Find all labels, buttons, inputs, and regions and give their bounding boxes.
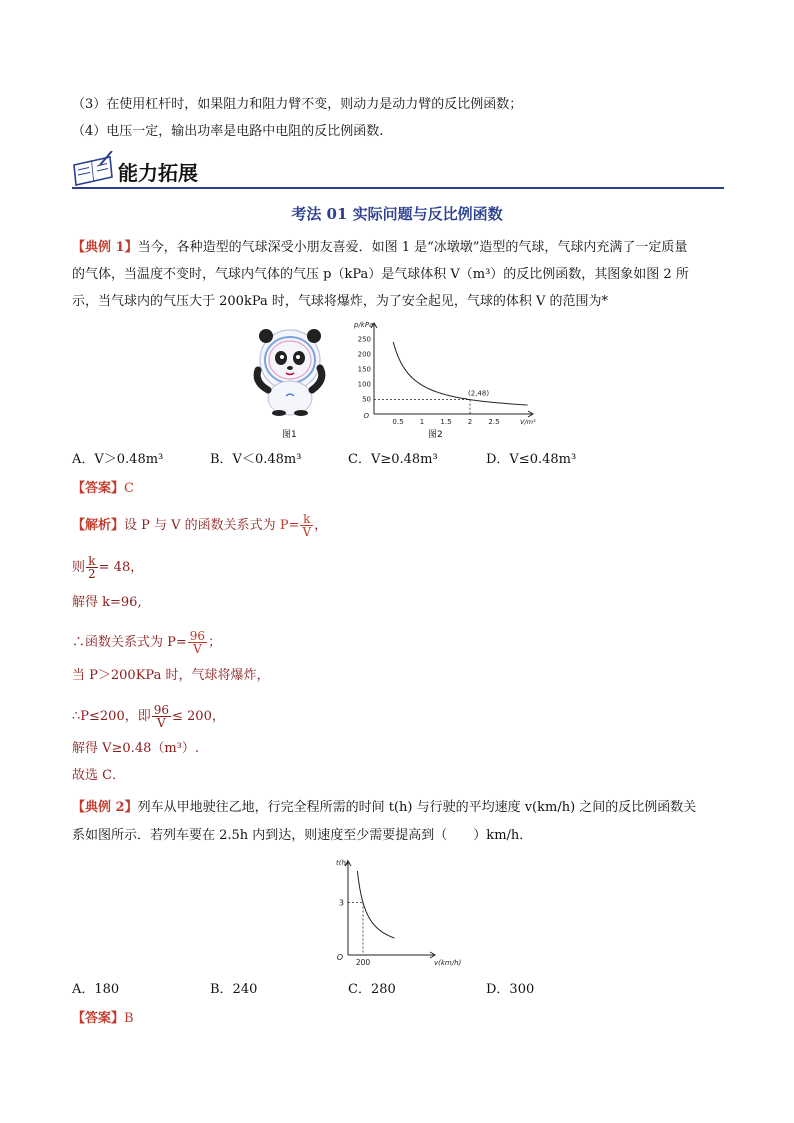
example1-option-d: D．V≤0.48m³ xyxy=(486,452,577,467)
y-tick-label: 3 xyxy=(338,898,344,908)
step4-num: 96 xyxy=(189,629,206,643)
example1-answer xyxy=(72,480,134,498)
step1-num: k xyxy=(300,513,313,526)
series-curve xyxy=(393,342,527,405)
x-tick-label: 0.5 xyxy=(392,418,404,426)
answer-value: C xyxy=(124,481,134,496)
step1-text: 设 P 与 V 的函数关系式为 xyxy=(124,518,280,533)
step4-den: V xyxy=(193,642,202,656)
example2-tag: 【典例 2】 xyxy=(72,800,138,815)
example2-option-d: D．300 xyxy=(486,982,535,997)
step2-fraction xyxy=(86,555,98,580)
book-pen-icon xyxy=(72,151,116,187)
solution-step-8: 故选 C． xyxy=(72,768,126,783)
y-tick-label: 100 xyxy=(357,380,371,389)
example1-option-a: A．V＞0.48m³ xyxy=(72,452,164,467)
answer-value-2: B xyxy=(124,1011,134,1026)
step1-lhs: P= xyxy=(279,518,300,533)
origin-label: O xyxy=(336,953,343,962)
step1-den: V xyxy=(302,525,312,539)
x-tick-label: 2 xyxy=(467,418,473,426)
example1-line2: 的气体，当温度不变时，气球内气体的气压 p（kPa）是气球体积 V（m³）的反比例函数，其图象如图 2 所 xyxy=(72,267,689,282)
intro-item-4: （4）电压一定，输出功率是电路中电阻的反比例函数. xyxy=(72,124,384,139)
example1-text1: 当今，各种造型的气球深受小朋友喜爱．如图 1 是“冰墩墩”造型的气球，气球内充满了一定质量 xyxy=(137,240,688,255)
y-tick-label: 150 xyxy=(357,365,371,374)
example1-tag: 【典例 1】 xyxy=(72,240,138,255)
analysis-tag: 【解析】 xyxy=(72,518,125,533)
example2-line1 xyxy=(72,799,696,817)
step1-fraction xyxy=(300,513,313,538)
step2-den: 2 xyxy=(88,567,96,581)
fig1-caption: 图1 xyxy=(282,430,297,440)
x-tick-label: 2.5 xyxy=(488,418,500,426)
step6-den: V xyxy=(157,716,166,730)
solution-step-5: 当 P＞200KPa 时，气球将爆炸， xyxy=(72,668,270,683)
step4-fraction xyxy=(188,630,207,655)
step2-pre: 则 xyxy=(72,560,86,575)
example1-line1 xyxy=(72,239,687,257)
mascot-illustration xyxy=(246,326,334,416)
step4-post: ； xyxy=(208,635,222,650)
solution-step-7: 解得 V≥0.48（m³）. xyxy=(72,741,200,756)
step6-pre: ∴P≤200，即 xyxy=(72,709,151,724)
step6-post: ≤ 200， xyxy=(172,709,225,724)
step2-post: = 48， xyxy=(98,560,144,575)
example2-option-b: B．240 xyxy=(210,982,258,997)
step1-post: ， xyxy=(314,518,328,533)
y-tick-label: 250 xyxy=(357,335,371,344)
example1-option-b: B．V＜0.48m³ xyxy=(210,452,302,467)
y-tick-label: 50 xyxy=(362,395,371,404)
solution-step-2 xyxy=(72,555,143,580)
point-label: (2,48) xyxy=(468,389,490,398)
example1-line3: 示，当气球内的气压大于 200kPa 时，气球将爆炸，为了安全起见，气球的体积 V 的范围为* xyxy=(72,294,609,309)
solution-step-4 xyxy=(72,630,221,655)
step2-num: k xyxy=(86,555,98,568)
section-divider xyxy=(72,187,724,189)
x-tick-label: 1 xyxy=(419,418,425,426)
section-title: 能力拓展 xyxy=(118,161,198,185)
step6-fraction xyxy=(152,704,171,729)
example2-answer xyxy=(72,1010,134,1028)
x-axis-label: V/m³ xyxy=(520,418,536,426)
step6-num: 96 xyxy=(153,703,170,717)
step4-pre: ∴函数关系式为 P= xyxy=(72,635,187,650)
chart-time-speed xyxy=(330,856,470,971)
answer-tag: 【答案】 xyxy=(72,481,125,496)
y-axis-label: t(h) xyxy=(336,859,349,867)
intro-item-3: （3）在使用杠杆时，如果阻力和阻力臂不变，则动力是动力臂的反比例函数； xyxy=(72,97,523,112)
solution-step-6 xyxy=(72,704,225,729)
answer-tag-2: 【答案】 xyxy=(72,1011,125,1026)
solution-step-1 xyxy=(72,513,327,538)
y-tick-label: 200 xyxy=(357,350,371,359)
example2-text1: 列车从甲地驶往乙地，行完全程所需的时间 t(h) 与行驶的平均速度 v(km/h) 之间的反比例函数关 xyxy=(137,800,697,815)
chart-pressure-volume xyxy=(352,318,542,430)
origin-label: O xyxy=(363,412,369,420)
y-axis-label: p/kPa xyxy=(354,321,374,329)
example1-option-c: C．V≥0.48m³ xyxy=(348,452,438,467)
solution-step-3: 解得 k=96, xyxy=(72,595,142,610)
method-title: 考法 01 实际问题与反比例函数 xyxy=(291,205,503,223)
x-tick-label: 1.5 xyxy=(440,418,452,426)
x-tick-label: 200 xyxy=(355,958,371,967)
example2-line2: 系如图所示．若列车要在 2.5h 内到达，则速度至少需要提高到（ ）km/h． xyxy=(72,828,533,843)
fig2-caption: 图2 xyxy=(428,430,443,440)
example2-option-c: C．280 xyxy=(348,982,396,997)
example2-option-a: A．180 xyxy=(72,982,120,997)
x-axis-label: v(km/h) xyxy=(434,959,462,967)
